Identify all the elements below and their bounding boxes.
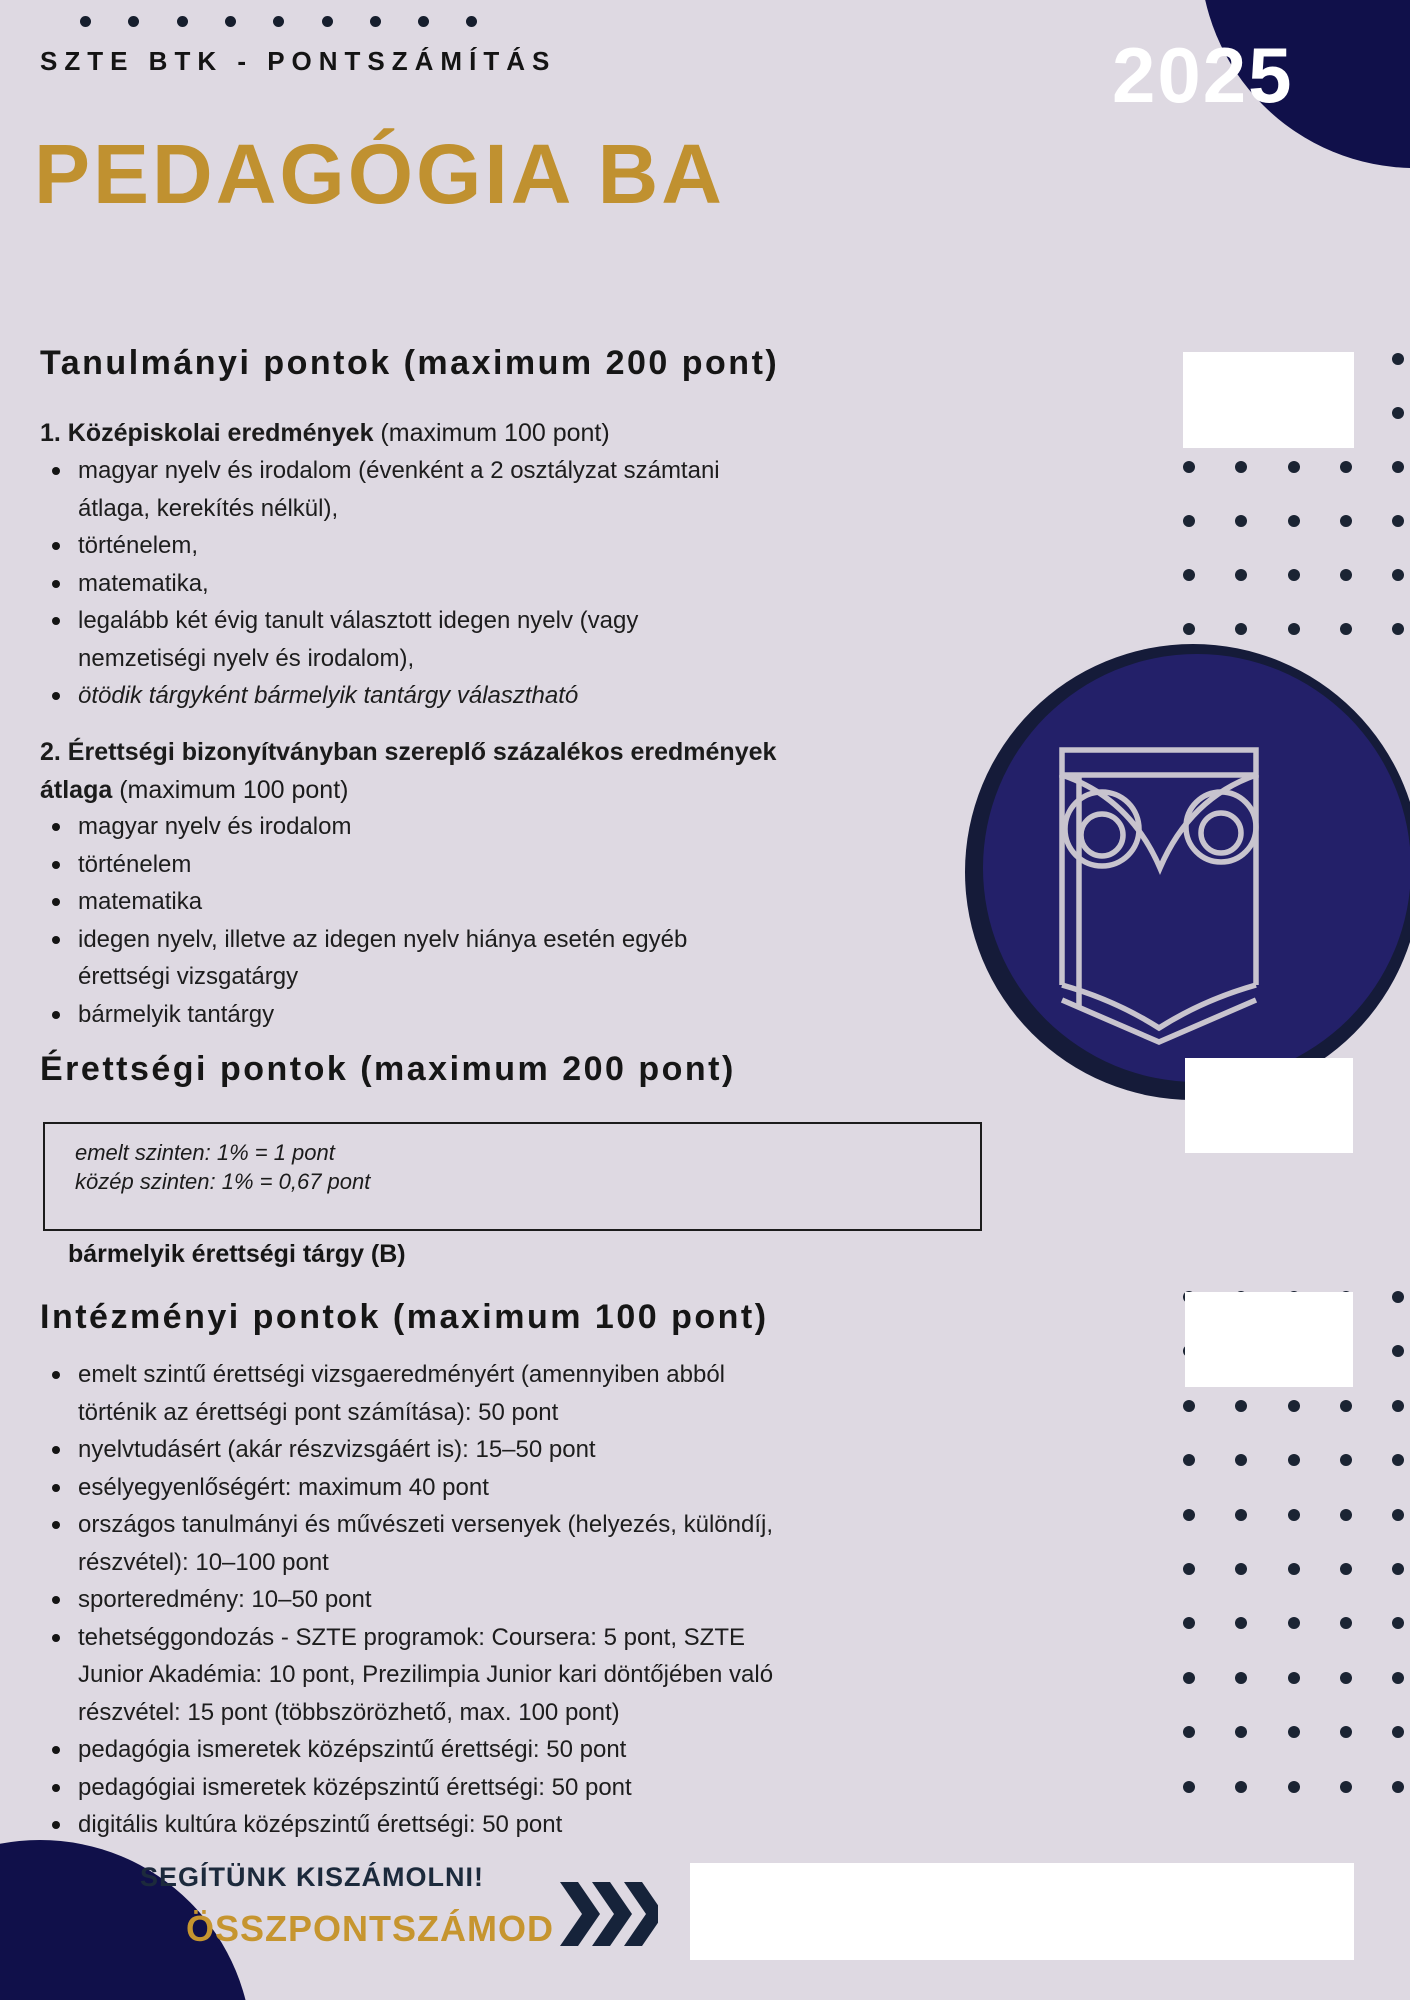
dot xyxy=(322,16,333,27)
dot xyxy=(1183,461,1195,473)
dot xyxy=(273,16,284,27)
bullet-dot xyxy=(52,898,60,906)
footer-help-text: SEGÍTÜNK KISZÁMOLNI! xyxy=(140,1862,484,1892)
triple-chevron-icon xyxy=(558,1882,658,1946)
dot xyxy=(1288,1617,1300,1629)
dot xyxy=(1340,1509,1352,1521)
heading-tanulmanyi-pontok: Tanulmányi pontok (maximum 200 pont) xyxy=(40,344,780,382)
owl-inner-circle xyxy=(983,654,1410,1082)
dot xyxy=(1235,1672,1247,1684)
dot xyxy=(1288,1509,1300,1521)
bullet-dot xyxy=(52,1446,60,1454)
list-szazalekos-eredmenyek xyxy=(52,808,772,1033)
dot xyxy=(1392,569,1404,581)
subheading-1-suffix: (maximum 100 pont) xyxy=(373,419,610,447)
dot xyxy=(1340,1726,1352,1738)
bullet-dot xyxy=(52,861,60,869)
dot xyxy=(1183,1672,1195,1684)
bullet-dot xyxy=(52,542,60,550)
note-barmelyik-targy: bármelyik érettségi tárgy (B) xyxy=(68,1240,406,1268)
rule-line-kozep: közép szinten: 1% = 0,67 pont xyxy=(75,1169,371,1194)
bullet-dot xyxy=(52,936,60,944)
dot xyxy=(1340,1454,1352,1466)
dot xyxy=(1392,623,1404,635)
list-item: digitális kultúra középszintű érettségi: 50 pont xyxy=(52,1806,776,1844)
dot xyxy=(370,16,381,27)
dot xyxy=(1340,1617,1352,1629)
list-item: magyar nyelv és irodalom (évenként a 2 osztályzat számtani átlaga, kerekítés nélkül), xyxy=(52,452,752,527)
dot xyxy=(1392,1617,1404,1629)
subheading-1-title: 1. Középiskolai eredmények xyxy=(40,419,374,447)
owl-badge-illustration xyxy=(960,640,1410,1102)
dot xyxy=(1235,1454,1247,1466)
dot xyxy=(1288,569,1300,581)
dot xyxy=(1288,1781,1300,1793)
bullet-dot xyxy=(52,1521,60,1529)
dot xyxy=(1392,515,1404,527)
dot xyxy=(1288,623,1300,635)
dot xyxy=(1288,1563,1300,1575)
page-title: PEDAGÓGIA BA xyxy=(34,127,725,221)
dot xyxy=(1340,515,1352,527)
list-item: emelt szintű érettségi vizsgaeredményért (amennyiben abból történik az érettségi pont számítása): 50 pont xyxy=(52,1356,776,1431)
dot xyxy=(1183,1509,1195,1521)
dot xyxy=(1392,353,1404,365)
list-item: magyar nyelv és irodalom xyxy=(52,808,772,846)
list-item: országos tanulmányi és művészeti versenyek (helyezés, különdíj, részvétel): 10–100 pont xyxy=(52,1506,776,1581)
list-intezmenyi-pontok xyxy=(52,1356,776,1844)
dot xyxy=(1183,1563,1195,1575)
subheading-2-title: 2. Érettségi bizonyítványban szereplő százalékos eredmények átlaga xyxy=(40,738,777,804)
eyebrow-title: SZTE BTK - PONTSZÁMÍTÁS xyxy=(40,46,557,76)
dot xyxy=(1392,407,1404,419)
dot xyxy=(1340,1672,1352,1684)
subheading-kozepiskolai-eredmenyek xyxy=(40,414,820,452)
dot xyxy=(1340,1400,1352,1412)
dot xyxy=(1183,623,1195,635)
list-kozepiskolai-eredmenyek xyxy=(52,452,752,715)
list-item: tehetséggondozás - SZTE programok: Coursera: 5 pont, SZTE Junior Akadémia: 10 pont, Prezilimpia Junior kari döntőjében való részvétel: 15 pont (többszörözhető, max. 100 pont) xyxy=(52,1619,776,1732)
dot xyxy=(1392,461,1404,473)
list-item: ötödik tárgyként bármelyik tantárgy választható xyxy=(52,677,752,715)
list-item: pedagógia ismeretek középszintű érettségi: 50 pont xyxy=(52,1731,776,1769)
bullet-dot xyxy=(52,823,60,831)
dot xyxy=(1183,1781,1195,1793)
bullet-dot xyxy=(52,467,60,475)
conversion-rule-box xyxy=(43,1122,982,1231)
dot xyxy=(1183,1617,1195,1629)
bullet-dot xyxy=(52,1746,60,1754)
heading-intezmenyi-pontok: Intézményi pontok (maximum 100 pont) xyxy=(40,1298,769,1336)
dot xyxy=(1392,1781,1404,1793)
dot xyxy=(1340,1563,1352,1575)
dot xyxy=(1235,569,1247,581)
list-item: történelem, xyxy=(52,527,752,565)
list-item: nyelvtudásért (akár részvizsgáért is): 15–50 pont xyxy=(52,1431,776,1469)
bullet-dot xyxy=(52,580,60,588)
heading-erettsegi-pontok: Érettségi pontok (maximum 200 pont) xyxy=(40,1050,736,1088)
list-item: sporteredmény: 10–50 pont xyxy=(52,1581,776,1619)
dot xyxy=(1392,1509,1404,1521)
white-box-middle-right xyxy=(1185,1058,1353,1153)
dot xyxy=(1183,515,1195,527)
bullet-dot xyxy=(52,1371,60,1379)
dot xyxy=(177,16,188,27)
footer-total-text: ÖSSZPONTSZÁMOD xyxy=(186,1908,555,1949)
white-box-upper-right xyxy=(1183,352,1354,448)
dot xyxy=(1340,1781,1352,1793)
list-item: idegen nyelv, illetve az idegen nyelv hiánya esetén egyéb érettségi vizsgatárgy xyxy=(52,921,772,996)
dot xyxy=(1288,1726,1300,1738)
dot xyxy=(1288,1672,1300,1684)
white-box-footer xyxy=(690,1863,1354,1960)
bullet-dot xyxy=(52,1596,60,1604)
dot xyxy=(1235,1509,1247,1521)
dot xyxy=(1288,461,1300,473)
dot xyxy=(225,16,236,27)
white-box-lower-right xyxy=(1185,1292,1353,1387)
dot xyxy=(1235,1781,1247,1793)
subheading-2-suffix: (maximum 100 pont) xyxy=(112,776,349,804)
subheading-erettsegi-szazalekos xyxy=(40,733,820,809)
dot xyxy=(1340,569,1352,581)
dot xyxy=(1183,569,1195,581)
dot xyxy=(1392,1291,1404,1303)
list-item: történelem xyxy=(52,846,772,884)
dot xyxy=(1183,1726,1195,1738)
dot xyxy=(1235,1726,1247,1738)
dot xyxy=(1288,1400,1300,1412)
dot xyxy=(418,16,429,27)
dot xyxy=(1392,1726,1404,1738)
bullet-dot xyxy=(52,1484,60,1492)
list-item: matematika xyxy=(52,883,772,921)
dot xyxy=(1288,1454,1300,1466)
rule-line-emelt: emelt szinten: 1% = 1 pont xyxy=(75,1140,335,1165)
bullet-dot xyxy=(52,1784,60,1792)
dot xyxy=(1183,1400,1195,1412)
list-item: legalább két évig tanult választott idegen nyelv (vagy nemzetiségi nyelv és irodalom), xyxy=(52,602,752,677)
dot xyxy=(1235,623,1247,635)
dot xyxy=(1288,515,1300,527)
year-label: 2025 xyxy=(1112,31,1294,119)
dot xyxy=(1340,623,1352,635)
dot xyxy=(1392,1345,1404,1357)
bullet-dot xyxy=(52,1634,60,1642)
dot xyxy=(466,16,477,27)
list-item: matematika, xyxy=(52,565,752,603)
dot xyxy=(80,16,91,27)
dot xyxy=(1340,461,1352,473)
bullet-dot xyxy=(52,1011,60,1019)
list-item: bármelyik tantárgy xyxy=(52,996,772,1034)
dot xyxy=(1392,1454,1404,1466)
list-item: pedagógiai ismeretek középszintű érettségi: 50 pont xyxy=(52,1769,776,1807)
dot xyxy=(1235,515,1247,527)
dot xyxy=(1235,1617,1247,1629)
list-item: esélyegyenlőségért: maximum 40 pont xyxy=(52,1469,776,1507)
bullet-dot xyxy=(52,617,60,625)
dot xyxy=(1235,1400,1247,1412)
dot xyxy=(1235,1563,1247,1575)
dot xyxy=(1392,1672,1404,1684)
dot xyxy=(128,16,139,27)
dot xyxy=(1392,1400,1404,1412)
dot xyxy=(1235,461,1247,473)
dot xyxy=(1392,1563,1404,1575)
bullet-dot xyxy=(52,692,60,700)
dot xyxy=(1183,1454,1195,1466)
bullet-dot xyxy=(52,1821,60,1829)
